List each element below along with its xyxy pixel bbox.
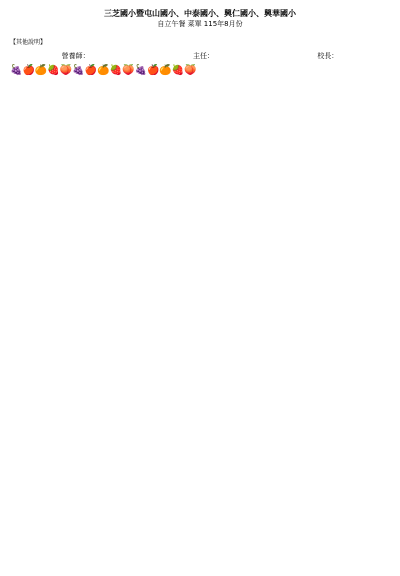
principal-sign: 校長： <box>317 51 339 60</box>
page-subtitle: 自立午餐 菜單 115年8月份 <box>157 20 243 28</box>
page-title: 三芝國小暨屯山國小、中泰國小、興仁國小、興華國小 <box>104 9 296 18</box>
nutritionist-sign: 營養師： <box>61 51 90 60</box>
signature-row <box>10 51 390 61</box>
fruit-decoration: 🍇🍎🍊🍓🍑🍇🍎🍊🍓🍑🍇🍎🍊🍓🍑 <box>10 64 197 76</box>
director-sign: 主任： <box>192 51 214 60</box>
notes-heading: 【其他說明】 <box>10 39 47 46</box>
notes-section <box>10 39 390 47</box>
